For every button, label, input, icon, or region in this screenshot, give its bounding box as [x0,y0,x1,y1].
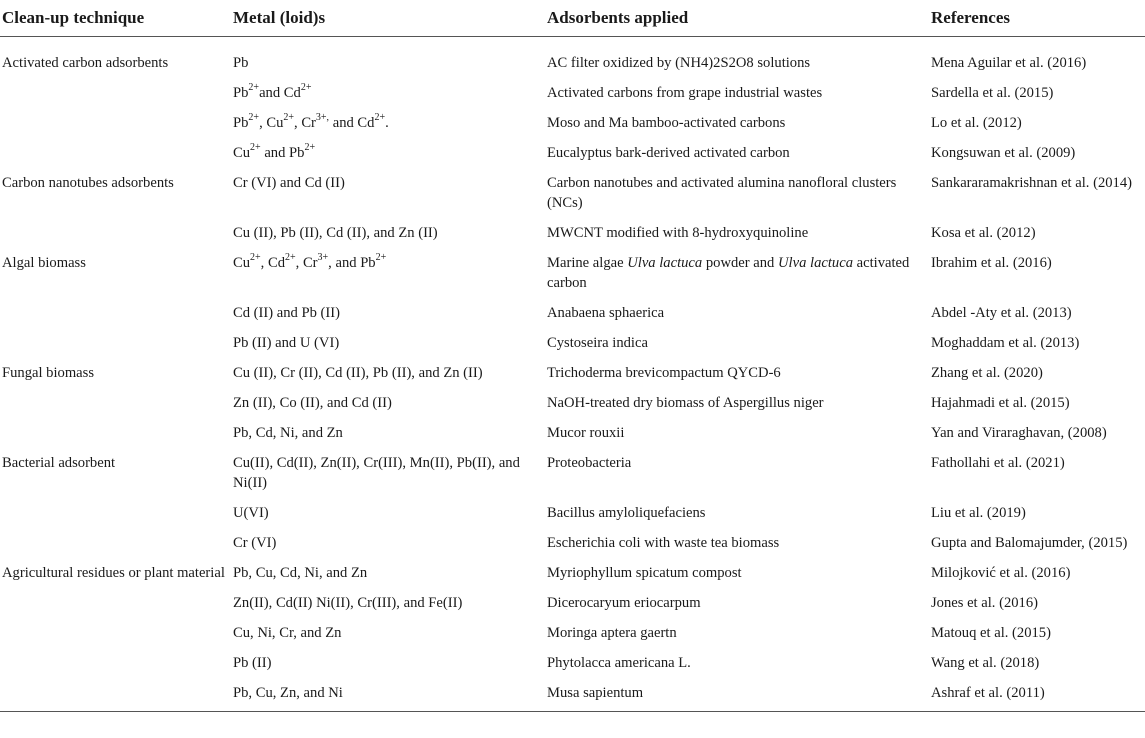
cell-reference: Abdel -Aty et al. (2013) [931,305,1072,321]
table-row [0,587,1145,617]
cell-adsorbents-applied: Mucor rouxii [547,425,625,441]
table-row [0,77,1145,107]
cell-adsorbents-applied: MWCNT modified with 8-hydroxyquinoline [547,225,809,241]
cell-adsorbents-applied: Moso and Ma bamboo-activated carbons [547,115,786,131]
table-row [0,617,1145,647]
cell-reference: Matouq et al. (2015) [931,625,1051,641]
cell-clean-up-technique: Agricultural residues or plant material [2,565,225,581]
cell-clean-up-technique: Activated carbon adsorbents [2,55,169,71]
cell-metal-loids: Pb, Cu, Zn, and Ni [231,677,545,712]
cell-metal-loids: Pb [233,55,249,71]
cell-adsorbents-applied: Musa sapientum [545,677,929,712]
cell-clean-up-technique [0,647,231,677]
cell-reference: Liu et al. (2019) [931,505,1026,521]
cell-clean-up-technique: Fungal biomass [2,365,95,381]
table-header [0,0,1145,37]
table-row [0,527,1145,557]
cell-clean-up-technique [0,77,231,107]
cell-reference: Wang et al. (2018) [931,655,1040,671]
cell-reference: Hajahmadi et al. (2015) [931,395,1070,411]
cell-clean-up-technique [0,217,231,247]
header-references: References [929,0,1145,37]
cell-clean-up-technique: Bacterial adsorbent [2,455,116,471]
cell-adsorbents-applied: Activated carbons from grape industrial wastes [547,85,823,101]
cell-reference: Jones et al. (2016) [931,595,1038,611]
cell-clean-up-technique [0,297,231,327]
cell-adsorbents-applied: Trichoderma brevicompactum QYCD-6 [547,365,781,381]
cell-clean-up-technique [0,327,231,357]
header-metal-loids: Metal (loid)s [231,0,545,37]
table-row [0,217,1145,247]
cell-metal-loids: Cu(II), Cd(II), Zn(II), Cr(III), Mn(II), Pb(II), and Ni(II) [233,455,520,491]
table-row [0,497,1145,527]
cell-metal-loids: Cu, Ni, Cr, and Zn [233,625,342,641]
cell-clean-up-technique [0,417,231,447]
cell-metal-loids: Pb, Cd, Ni, and Zn [233,425,343,441]
cell-metal-loids: $Pb^{2+}$, $Cu^{2+}$, $Cr^{3+,}$ and $Cd^{2+}$. [233,112,389,131]
table-row [0,37,1145,78]
cell-metal-loids: Pb (II) [233,655,272,671]
cell-adsorbents-applied: Cystoseira indica [547,335,648,351]
table-row [0,557,1145,587]
cell-clean-up-technique [0,497,231,527]
cell-reference: Mena Aguilar et al. (2016) [931,55,1087,71]
table-row [0,647,1145,677]
table-body [0,37,1145,712]
cell-metal-loids: Cr (VI) [233,535,277,551]
cell-reference: Kosa et al. (2012) [931,225,1036,241]
cell-reference: Ibrahim et al. (2016) [931,255,1052,271]
cell-adsorbents-applied: AC filter oxidized by (NH4)2S2O8 solutions [547,55,811,71]
table-row [0,107,1145,137]
cell-reference: Moghaddam et al. (2013) [931,335,1080,351]
cell-metal-loids: Zn (II), Co (II), and Cd (II) [233,395,392,411]
cell-metal-loids: Pb, Cu, Cd, Ni, and Zn [233,565,368,581]
cell-reference: Kongsuwan et al. (2009) [931,145,1076,161]
table-row [0,327,1145,357]
table-row [0,447,1145,497]
cell-adsorbents-applied: Eucalyptus bark-derived activated carbon [547,145,790,161]
table-row [0,387,1145,417]
table-row [0,297,1145,327]
table-row [0,247,1145,297]
cell-adsorbents-applied: Moringa aptera gaertn [547,625,677,641]
cell-reference: Ashraf et al. (2011) [929,677,1145,712]
cell-clean-up-technique [0,387,231,417]
cell-clean-up-technique [0,107,231,137]
cell-metal-loids: $Cu^{2+}$ and $Pb^{2+}$ [233,142,316,161]
cell-metal-loids: Cd (II) and Pb (II) [233,305,340,321]
cell-reference: Zhang et al. (2020) [931,365,1043,381]
cell-clean-up-technique [0,677,231,712]
cell-reference: Sardella et al. (2015) [931,85,1054,101]
cell-metal-loids: Cr (VI) and Cd (II) [233,175,345,191]
table-row [0,167,1145,217]
table-row [0,677,1145,712]
cell-metal-loids: Zn(II), Cd(II) Ni(II), Cr(III), and Fe(II) [233,595,463,611]
header-row [0,0,1145,37]
cell-clean-up-technique [0,137,231,167]
cell-clean-up-technique [0,527,231,557]
cell-adsorbents-applied: Dicerocaryum eriocarpum [547,595,701,611]
cell-adsorbents-applied: Myriophyllum spicatum compost [547,565,742,581]
header-clean-up-technique: Clean-up technique [0,0,231,37]
cell-reference: Sankararamakrishnan et al. (2014) [931,175,1132,191]
cell-adsorbents-applied: Carbon nanotubes and activated alumina nanofloral clusters (NCs) [547,175,897,211]
cell-adsorbents-applied: Bacillus amyloliquefaciens [547,505,706,521]
table-row [0,357,1145,387]
cell-clean-up-technique [0,587,231,617]
cell-adsorbents-applied: Escherichia coli with waste tea biomass [547,535,780,551]
cell-reference: Yan and Viraraghavan, (2008) [931,425,1107,441]
cell-reference: Lo et al. (2012) [931,115,1022,131]
cell-adsorbents-applied: Marine algae Ulva lactuca powder and Ulva lactuca activated carbon [547,255,910,291]
cell-adsorbents-applied: Anabaena sphaerica [547,305,665,321]
cell-metal-loids: $Pb^{2+}and$ $Cd^{2+}$ [233,82,312,101]
cell-adsorbents-applied: Phytolacca americana L. [547,655,691,671]
table-row [0,417,1145,447]
cell-metal-loids: $Cu^{2+}$, $Cd^{2+}$, $Cr^{3+}$, and $Pb^{2+}$ [233,252,387,271]
cell-reference: Fathollahi et al. (2021) [931,455,1065,471]
cell-reference: Gupta and Balomajumder, (2015) [931,535,1128,551]
cell-adsorbents-applied: NaOH-treated dry biomass of Aspergillus niger [547,395,824,411]
cell-metal-loids: U(VI) [233,505,269,521]
cell-clean-up-technique: Carbon nanotubes adsorbents [2,175,174,191]
cell-clean-up-technique: Algal biomass [2,255,86,271]
cell-reference: Milojković et al. (2016) [931,565,1071,581]
table-row [0,137,1145,167]
cell-clean-up-technique [0,617,231,647]
cell-metal-loids: Cu (II), Cr (II), Cd (II), Pb (II), and Zn (II) [233,365,483,381]
cell-metal-loids: Cu (II), Pb (II), Cd (II), and Zn (II) [233,225,438,241]
cell-adsorbents-applied: Proteobacteria [547,455,632,471]
cell-metal-loids: Pb (II) and U (VI) [233,335,340,351]
header-adsorbents-applied: Adsorbents applied [545,0,929,37]
